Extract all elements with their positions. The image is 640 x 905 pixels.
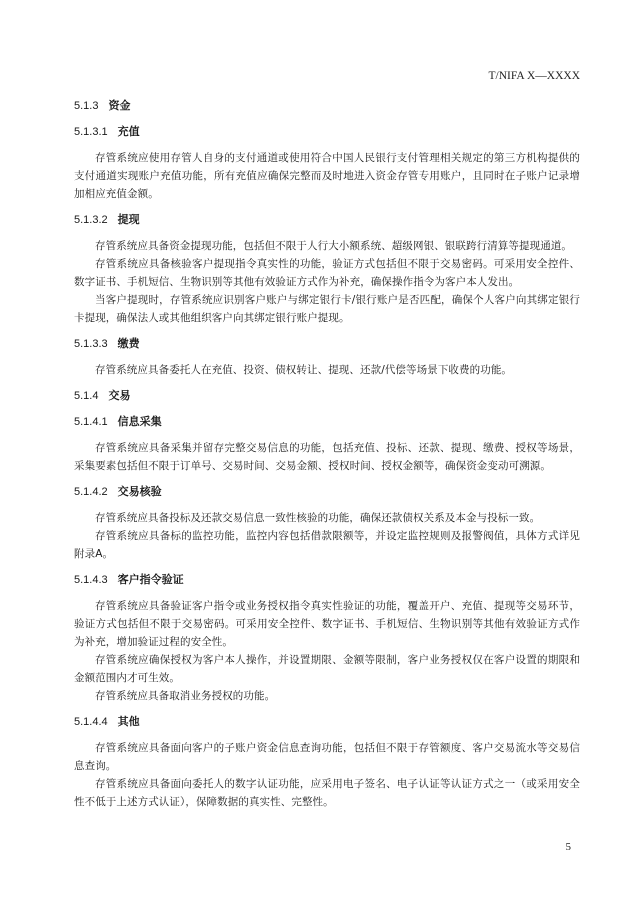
- section-number: 5.1.4.4: [74, 716, 108, 728]
- paragraph: 存管系统应具备投标及还款交易信息一致性核验的功能，确保还款债权关系及本金与投标一致。: [95, 512, 541, 524]
- section-title: 缴费: [117, 337, 140, 350]
- paragraph: 存管系统应具备核验客户提现指令真实性的功能，验证方式包括但不限于交易密码。可采用安全控件、数字证书、手机短信、生物识别等其他有效验证方式作为补充，确保操作指令为客户本人发出。: [74, 258, 580, 288]
- section-number: 5.1.4.2: [74, 486, 108, 498]
- paragraph: 存管系统应确保授权为客户本人操作，并设置期限、金额等限制，客户业务授权仅在客户设置的期限和金额范围内才可生效。: [74, 654, 580, 684]
- section-number: 5.1.3.2: [74, 214, 108, 226]
- paragraph: 存管系统应具备取消业务授权的功能。: [95, 690, 276, 702]
- section-heading: [74, 335, 580, 353]
- section-title: 信息采集: [117, 415, 162, 428]
- section-title: 充值: [117, 125, 140, 138]
- section-title: 交易: [108, 389, 131, 402]
- paragraph: 存管系统应具备面向委托人的数字认证功能，应采用电子签名、电子认证等认证方式之一（或采用安全性不低于上述方式认证），保障数据的真实性、完整性。: [74, 778, 580, 808]
- paragraph: 存管系统应具备面向客户的子账户资金信息查询功能，包括但不限于存管额度、客户交易流水等交易信息查询。: [74, 742, 580, 772]
- section-heading: [74, 211, 580, 229]
- section-heading: [74, 97, 580, 115]
- paragraph: 存管系统应具备资金提现功能，包括但不限于人行大小额系统、超级网银、银联跨行清算等提现通道。: [95, 240, 572, 252]
- section-number: 5.1.3.1: [74, 126, 108, 138]
- section-number: 5.1.4.1: [74, 416, 108, 428]
- section-number: 5.1.3: [74, 100, 99, 112]
- section-heading: [74, 387, 580, 405]
- paragraph: 存管系统应具备采集并留存完整交易信息的功能，包括充值、投标、还款、提现、缴费、授权等场景，采集要素包括但不限于订单号、交易时间、交易金额、授权时间、授权金额等，确保资金变动可溯源。: [74, 442, 580, 472]
- section-heading: [74, 413, 580, 431]
- paragraph: 存管系统应具备标的监控功能，监控内容包括借款限额等，并设定监控规则及报警阀值，具体方式详见附录A。: [74, 530, 580, 560]
- paragraph: 存管系统应具备验证客户指令或业务授权指令真实性验证的功能，覆盖开户、充值、提现等交易环节，验证方式包括但不限于交易密码。可采用安全控件、数字证书、手机短信、生物识别等其他有效验证方式作为补充，增加验证过程的安全性。: [74, 600, 580, 648]
- section-number: 5.1.4: [74, 390, 99, 402]
- section-title: 提现: [117, 213, 140, 226]
- section-heading: [74, 571, 580, 589]
- paragraph: 存管系统应使用存管人自身的支付通道或使用符合中国人民银行支付管理相关规定的第三方机构提供的支付通道实现账户充值功能，所有充值应确保完整而及时地进入资金存管专用账户，且同时在子账户记录增加相应充值金额。: [74, 152, 580, 200]
- section-title: 资金: [108, 99, 131, 112]
- document-body: [74, 97, 580, 811]
- section-heading: [74, 483, 580, 501]
- section-number: 5.1.3.3: [74, 338, 108, 350]
- section-heading: [74, 713, 580, 731]
- paragraph: 存管系统应具备委托人在充值、投资、债权转让、提现、还款/代偿等场景下收费的功能。: [95, 364, 513, 376]
- section-title: 交易核验: [117, 485, 162, 498]
- section-title: 客户指令验证: [117, 573, 184, 586]
- page-number: 5: [565, 841, 571, 853]
- document-code: T/NIFA X—XXXX: [488, 70, 580, 82]
- section-number: 5.1.4.3: [74, 574, 108, 586]
- section-title: 其他: [117, 715, 140, 728]
- paragraph: 当客户提现时，存管系统应识别客户账户与绑定银行卡/银行账户是否匹配，确保个人客户向其绑定银行卡提现，确保法人或其他组织客户向其绑定银行账户提现。: [74, 294, 580, 324]
- section-heading: [74, 123, 580, 141]
